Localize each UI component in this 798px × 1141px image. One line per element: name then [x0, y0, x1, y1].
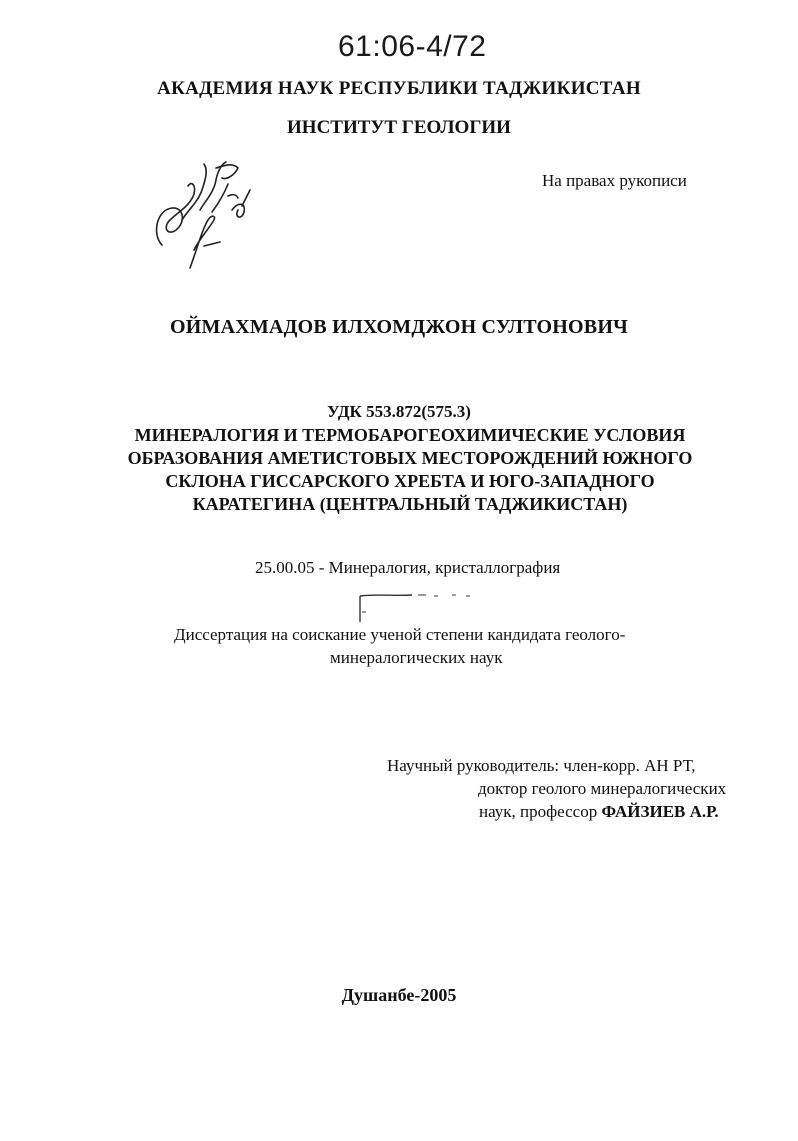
city-year: Душанбе-2005	[341, 985, 457, 1005]
udk-code: УДК 553.872(575.3)	[327, 402, 471, 421]
title-line: КАРАТЕГИНА (ЦЕНТРАЛЬНЫЙ ТАДЖИКИСТАН)	[192, 494, 628, 514]
dissertation-line: минералогических наук	[330, 648, 503, 667]
library-stamp-mark	[356, 588, 476, 628]
supervisor-name: ФАЙЗИЕВ А.Р.	[601, 802, 719, 821]
rights-note: На правах рукописи	[542, 171, 687, 190]
academy-header: АКАДЕМИЯ НАУК РЕСПУБЛИКИ ТАДЖИКИСТАН	[157, 78, 641, 99]
title-line: МИНЕРАЛОГИЯ И ТЕРМОБАРОГЕОХИМИЧЕСКИЕ УСЛОВИЯ	[134, 425, 686, 445]
dissertation-line: Диссертация на соискание ученой степени кандидата геолого-	[174, 625, 626, 644]
title-line: ОБРАЗОВАНИЯ АМЕТИСТОВЫХ МЕСТОРОЖДЕНИЙ ЮЖНОГО	[127, 448, 693, 468]
supervisor-line: Научный руководитель: член-корр. АН РТ,	[387, 756, 696, 775]
handwritten-signature	[142, 150, 260, 280]
title-line: СКЛОНА ГИССАРСКОГО ХРЕБТА И ЮГО-ЗАПАДНОГО	[165, 471, 655, 491]
supervisor-line-prefix: наук, профессор	[479, 802, 602, 821]
specialty-code: 25.00.05 - Минералогия, кристаллография	[255, 558, 561, 577]
shelf-code: 61:06-4/72	[338, 30, 487, 63]
supervisor-line: доктор геолого минералогических	[478, 779, 727, 798]
author-name: ОЙМАХМАДОВ ИЛХОМДЖОН СУЛТОНОВИЧ	[170, 316, 628, 338]
supervisor-line	[479, 802, 719, 822]
institute-header: ИНСТИТУТ ГЕОЛОГИИ	[287, 117, 511, 138]
